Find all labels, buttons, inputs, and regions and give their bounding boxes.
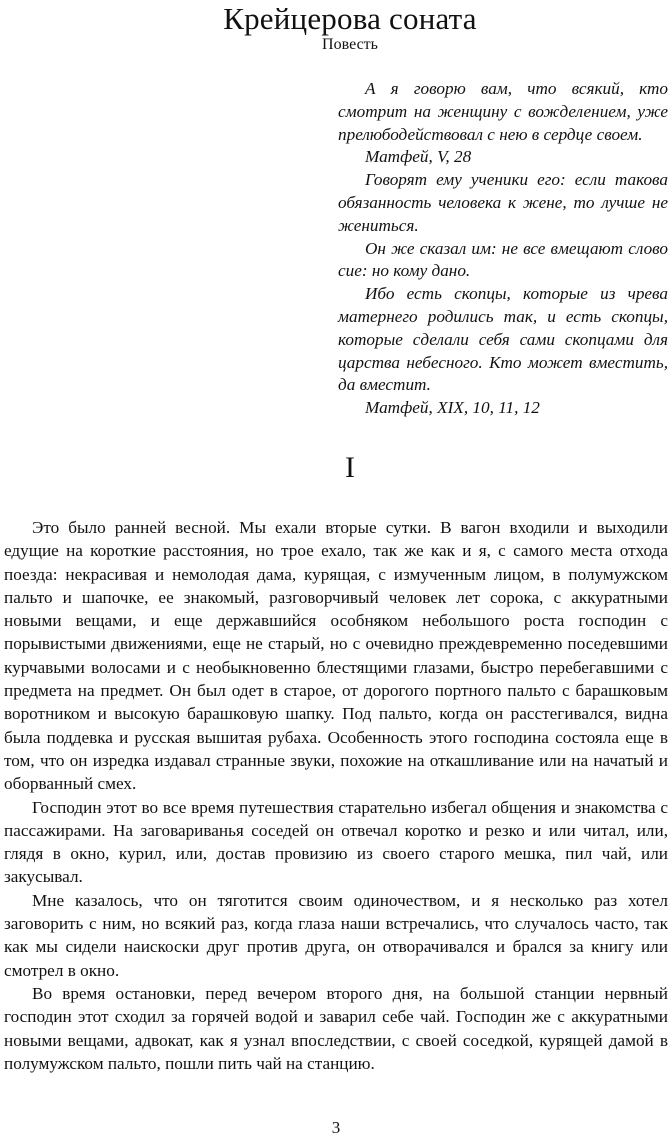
epigraph [338,78,668,420]
epigraph-citation: Матфей, XIX, 10, 11, 12 [365,398,540,418]
page-subtitle: Повесть [322,36,378,53]
page-number: 3 [331,1118,341,1137]
epigraph-line: Ибо есть скопцы, которые из чрева матернего родились так, и есть скопцы, которые сделали себя сами скопцами для царства небесного. Кто может вместить, да вместит. [338,284,668,395]
epigraph-citation: Матфей, V, 28 [365,147,472,167]
epigraph-line: Говорят ему ученики его: если такова обязанность человека к жене, то лучше не жениться. [338,170,668,235]
epigraph-line: А я говорю вам, что всякий, кто смотрит на женщину с вожделением, уже прелюбодействовал с нею в сердце своем. [338,79,668,144]
epigraph-line: Он же сказал им: не все вмещают слово сие: но кому дано. [338,238,668,281]
paragraph: Мне казалось, что он тяготится своим одиночеством, и я несколько раз хотел заговорить с ним, но всякий раз, когда глаза наши встречались, что случалось часто, так как мы сидели наискоски друг против друга, он отворачивался и брался за книгу или смотрел в окно. [4,890,668,980]
page-title: Крейцерова соната [223,1,477,36]
paragraph: Во время остановки, перед вечером второго дня, на большой станции нервный господин этот сходил за горячей водой и заварил себе чай. Господин же с аккуратными новыми вещами, адвокат, как я узнал впоследствии, с своей соседкой, курящей дамой в полумужском пальто, пошли пить чай на станцию. [4,983,668,1073]
chapter-number: I [345,451,355,484]
paragraph: Господин этот во все время путешествия старательно избегал общения и знакомства с пассажирами. На заговариванья соседей он отвечал коротко и резко и или читал, или, глядя в окно, курил, или, достав провизию из своего старого мешка, пил чай, или закусывал. [4,797,668,887]
main-text [4,516,668,1075]
paragraph: Это было ранней весной. Мы ехали вторые сутки. В вагон входили и выходили едущие на короткие расстояния, но трое ехало, так же как и я, с самого места отхода поезда: некрасивая и немолодая дама, курящая, с измученным лицом, в полумужском пальто и шапочке, ее знакомый, разговорчивый человек лет сорока, с аккуратными новыми вещами, и еще державшийся особняком небольшого роста господин с порывистыми движениями, еще не старый, но с очевидно преждевременно поседевшими курчавыми волосами и с необыкновенно блестящими глазами, быстро перебегавшими с предмета на предмет. Он был одет в старое, от дорогого портного пальто с барашковым воротником и высокую барашковую шапку. Под пальто, когда он расстегивался, видна была поддевка и русская вышитая рубаха. Особенность этого господина состояла еще в том, что он изредка издавал странные звуки, похожие на откашливание или на начатый и оборванный смех. [4,518,668,794]
